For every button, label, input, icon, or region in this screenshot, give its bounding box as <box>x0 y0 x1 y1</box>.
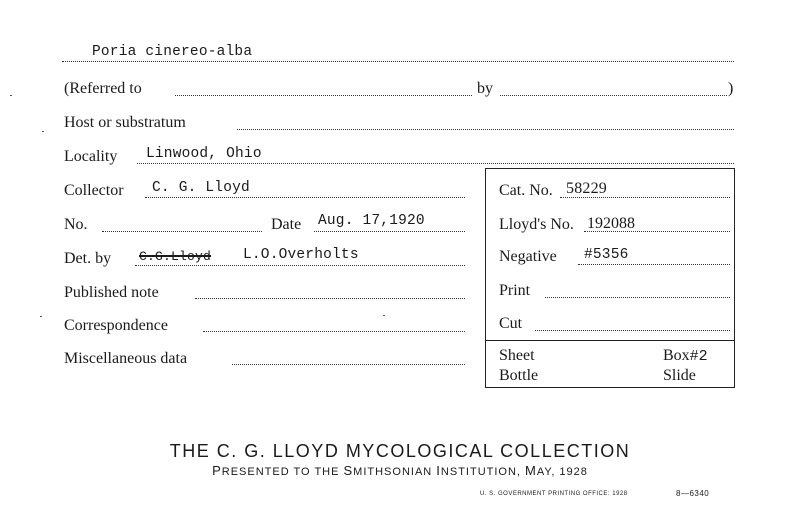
slide-label: Slide <box>663 367 696 384</box>
host-label: Host or substratum <box>64 114 186 131</box>
right-box-bottom <box>485 387 735 388</box>
referred-to-line <box>175 95 472 96</box>
cat-no-label: Cat. No. <box>499 182 553 199</box>
species-name: Poria cinereo-alba <box>92 44 253 60</box>
right-box-top <box>485 168 734 169</box>
host-line <box>237 129 734 130</box>
cat-no-value: 58229 <box>566 180 607 197</box>
collector-line <box>145 197 465 198</box>
cat-no-line <box>560 197 730 198</box>
date-label: Date <box>271 216 302 233</box>
referred-close: ) <box>728 80 734 97</box>
print-line <box>545 297 730 298</box>
no-line <box>102 231 262 232</box>
box-value: #2 <box>689 348 708 365</box>
scan-speck <box>383 315 385 316</box>
published-note-line <box>195 298 465 299</box>
right-box-right <box>734 168 735 387</box>
species-line <box>62 61 734 62</box>
locality-label: Locality <box>64 148 118 165</box>
det-by-struck-value: C.G.Lloyd <box>139 249 212 264</box>
det-by-value: L.O.Overholts <box>243 247 359 263</box>
date-value: Aug. 17,1920 <box>318 213 425 229</box>
collector-label: Collector <box>64 182 124 199</box>
box-label: Box#2 <box>663 347 708 365</box>
published-note-label: Published note <box>64 284 159 301</box>
print-label: Print <box>499 282 531 299</box>
det-by-label: Det. by <box>64 250 112 267</box>
referred-to-label: (Referred to <box>64 80 142 97</box>
collector-value: C. G. Lloyd <box>152 180 250 196</box>
collection-title: THE C. G. LLOYD MYCOLOGICAL COLLECTION <box>169 441 631 461</box>
lloyds-no-line <box>584 231 730 232</box>
miscellaneous-line <box>232 364 465 365</box>
det-by-line <box>135 265 465 266</box>
printer-imprint: U. S. GOVERNMENT PRINTING OFFICE: 1928 <box>480 491 628 497</box>
no-label: No. <box>64 216 88 233</box>
cut-line <box>535 330 730 331</box>
lloyds-no-label: Lloyd's No. <box>499 216 574 233</box>
scan-speck <box>40 316 42 317</box>
locality-line <box>137 163 734 164</box>
correspondence-line <box>203 331 465 332</box>
collection-subtitle: PRESENTED TO THE SMITHSONIAN INSTITUTION, MAY, 1928 <box>212 463 588 478</box>
scan-speck <box>42 131 44 132</box>
date-line <box>314 231 465 232</box>
negative-label: Negative <box>499 248 557 265</box>
locality-value: Linwood, Ohio <box>146 146 262 162</box>
sheet-label: Sheet <box>499 347 535 364</box>
referred-by-line <box>500 95 727 96</box>
cut-label: Cut <box>499 315 523 332</box>
negative-line <box>578 264 730 265</box>
negative-value: #5356 <box>584 247 629 263</box>
right-box-left <box>485 168 486 387</box>
referred-by-label: by <box>477 80 493 97</box>
miscellaneous-label: Miscellaneous data <box>64 350 188 367</box>
bottle-label: Bottle <box>499 367 539 384</box>
correspondence-label: Correspondence <box>64 317 168 334</box>
form-number: 8—6340 <box>676 489 710 498</box>
lloyds-no-value: 192088 <box>587 215 635 232</box>
scan-speck <box>10 95 12 96</box>
right-box-divider <box>485 340 734 341</box>
